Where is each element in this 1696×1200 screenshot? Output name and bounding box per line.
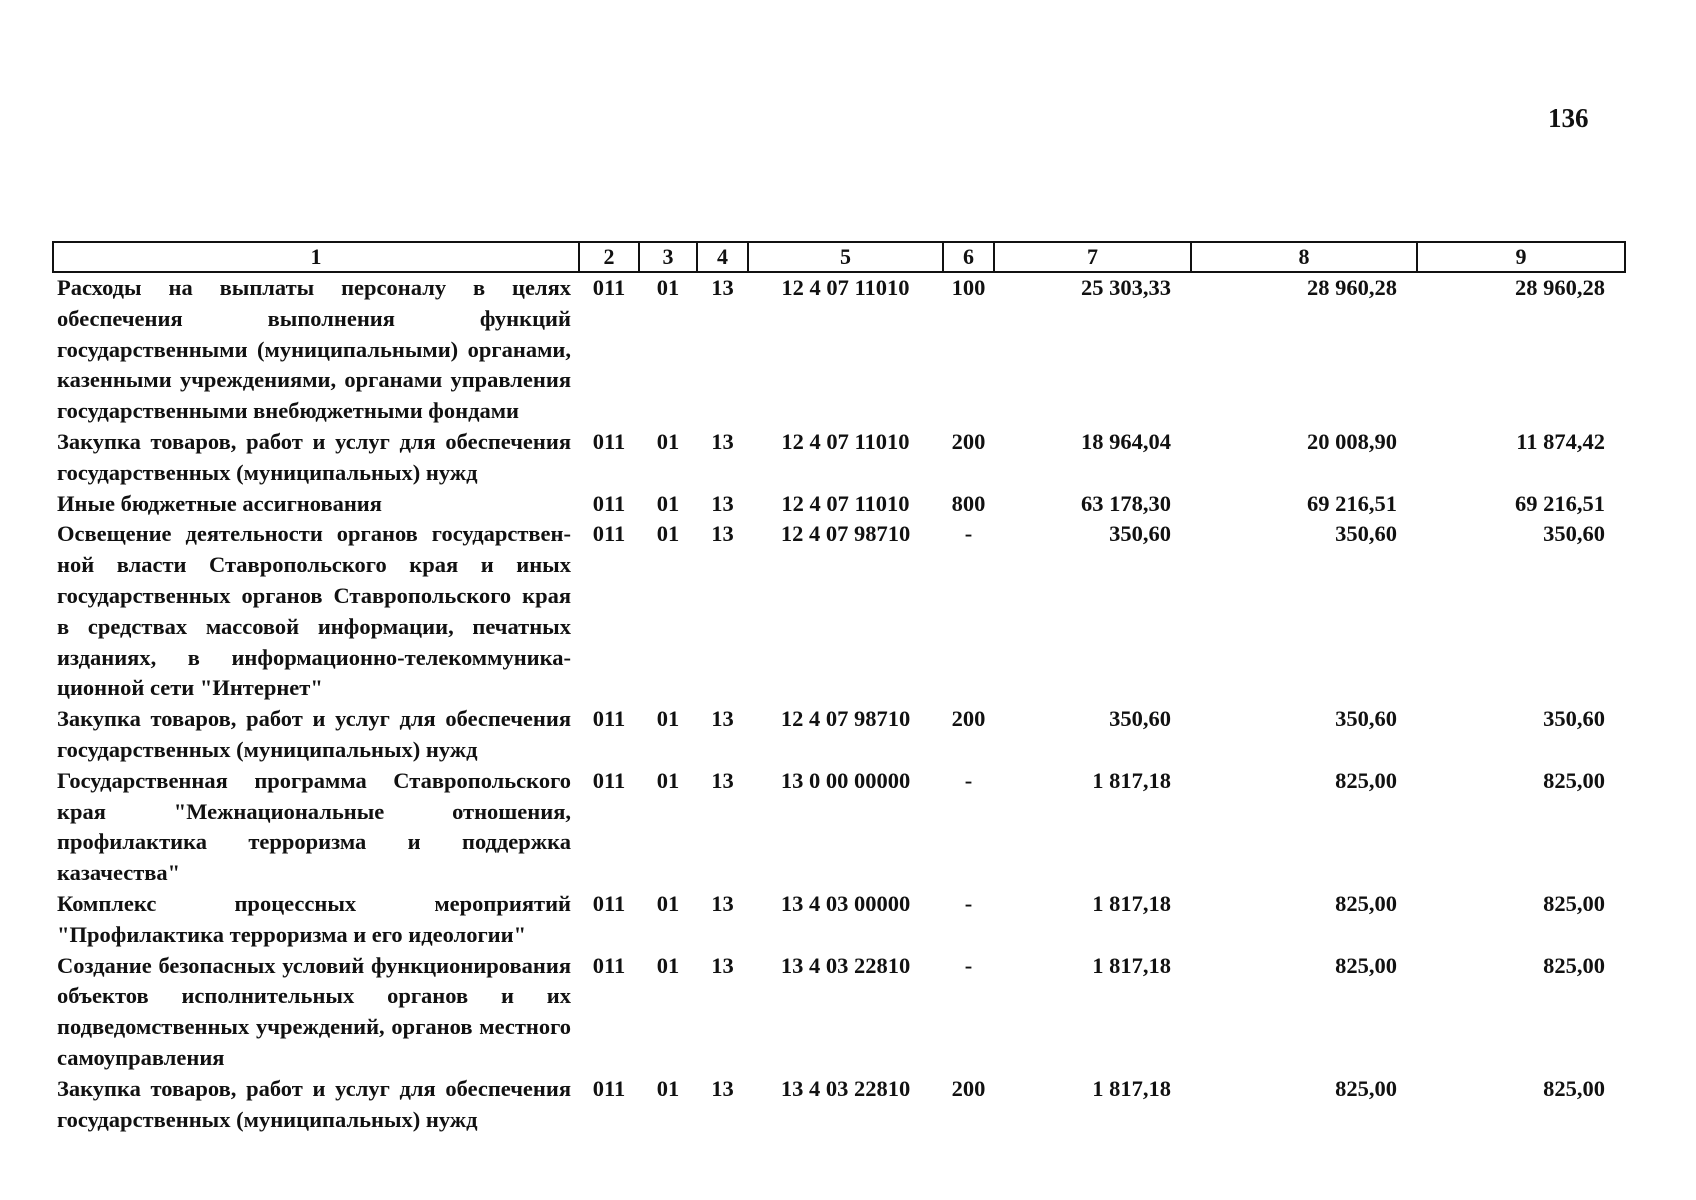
table-row [53, 489, 1625, 520]
row-name: Комплекс процессных мероприятий "Профилактика терроризма и его идеологии" [57, 890, 571, 947]
cell-col-2: 011 [592, 275, 626, 300]
cell-col-5: 13 0 00 00000 [780, 767, 911, 793]
column-header: 1 [53, 242, 579, 272]
cell-col-8: 28 960,28 [1307, 275, 1397, 300]
cell-col-2: 011 [592, 706, 626, 732]
cell-col-9: 28 960,28 [1515, 275, 1605, 300]
cell-col-6: - [964, 521, 973, 547]
cell-col-7: 1 817,18 [1092, 952, 1171, 978]
row-name: Создание безопасных условий функционирования объектов исполнительных органов и их подведомственных учреждений, органов местного самоуправления [57, 952, 571, 1070]
page-number: 136 [1548, 103, 1589, 133]
row-name: Закупка товаров, работ и услуг для обеспечения государственных (муниципальных) нужд [57, 428, 571, 485]
cell-col-9: 825,00 [1543, 890, 1605, 916]
cell-col-3: 01 [656, 767, 680, 793]
cell-col-2: 011 [592, 890, 626, 916]
cell-col-6: 200 [951, 1075, 986, 1101]
table-row [53, 1074, 1625, 1136]
cell-col-8: 350,60 [1335, 706, 1397, 732]
cell-col-9: 11 874,42 [1516, 428, 1605, 454]
cell-col-3: 01 [656, 952, 680, 978]
cell-col-6: 100 [951, 275, 986, 300]
table-row [53, 951, 1625, 1074]
cell-col-7: 1 817,18 [1092, 1075, 1171, 1101]
table-row [53, 427, 1625, 489]
column-header: 9 [1417, 242, 1625, 272]
cell-col-4: 13 [711, 767, 734, 793]
table-row [53, 704, 1625, 766]
cell-col-4: 13 [711, 952, 734, 978]
table-row [53, 272, 1625, 427]
column-header: 5 [748, 242, 943, 272]
cell-col-9: 825,00 [1543, 952, 1605, 978]
cell-col-7: 1 817,18 [1092, 890, 1171, 916]
cell-col-8: 825,00 [1335, 1075, 1397, 1101]
cell-col-7: 350,60 [1109, 521, 1171, 547]
row-name: Государственная программа Ставропольского края "Межнациональные отношения, профилактика терроризма и поддержка казачества" [57, 767, 571, 886]
cell-col-8: 825,00 [1335, 767, 1397, 793]
cell-col-8: 20 008,90 [1307, 428, 1397, 454]
cell-col-7: 25 303,33 [1081, 275, 1171, 300]
cell-col-3: 01 [656, 490, 680, 516]
cell-col-2: 011 [592, 952, 626, 978]
cell-col-4: 13 [711, 428, 734, 454]
cell-col-6: 800 [951, 490, 986, 516]
cell-col-2: 011 [592, 1075, 626, 1101]
cell-col-5: 12 4 07 98710 [780, 521, 911, 547]
cell-col-7: 1 817,18 [1092, 767, 1171, 793]
cell-col-8: 825,00 [1335, 952, 1397, 978]
column-header: 6 [943, 242, 994, 272]
cell-col-6: 200 [951, 428, 986, 454]
cell-col-7: 18 964,04 [1081, 428, 1171, 454]
cell-col-9: 825,00 [1543, 767, 1605, 793]
column-header: 3 [639, 242, 697, 272]
cell-col-3: 01 [656, 706, 680, 732]
row-name: Расходы на выплаты персоналу в целях обеспечения выполнения функций государственными (муниципальными) органами, казенными учреждениями, органами управления государственными внебюджетными фондами [57, 275, 571, 424]
cell-col-4: 13 [711, 1075, 734, 1101]
cell-col-3: 01 [656, 1075, 680, 1101]
cell-col-3: 01 [656, 275, 680, 300]
cell-col-5: 12 4 07 11010 [781, 428, 910, 454]
header-row [53, 242, 1625, 272]
cell-col-9: 69 216,51 [1515, 490, 1605, 516]
cell-col-6: - [964, 767, 973, 793]
cell-col-4: 13 [711, 706, 734, 732]
row-name: Закупка товаров, работ и услуг для обеспечения государственных (муниципальных) нужд [57, 706, 571, 762]
cell-col-8: 350,60 [1335, 521, 1397, 547]
table-row [53, 889, 1625, 951]
cell-col-6: 200 [951, 706, 986, 732]
cell-col-4: 13 [711, 521, 734, 547]
cell-col-5: 12 4 07 11010 [781, 275, 910, 300]
cell-col-2: 011 [592, 767, 626, 793]
cell-col-2: 011 [592, 428, 626, 454]
column-header: 7 [994, 242, 1191, 272]
column-header: 2 [579, 242, 639, 272]
cell-col-5: 13 4 03 00000 [780, 890, 911, 916]
cell-col-5: 12 4 07 11010 [781, 490, 910, 516]
cell-col-9: 350,60 [1543, 706, 1605, 732]
cell-col-8: 69 216,51 [1307, 490, 1397, 516]
cell-col-2: 011 [592, 490, 626, 516]
cell-col-3: 01 [656, 890, 680, 916]
cell-col-3: 01 [656, 428, 680, 454]
table-row [53, 519, 1625, 704]
cell-col-4: 13 [711, 890, 734, 916]
cell-col-2: 011 [592, 521, 626, 547]
cell-col-6: - [964, 952, 973, 978]
column-header: 8 [1191, 242, 1417, 272]
cell-col-5: 12 4 07 98710 [780, 706, 911, 732]
cell-col-3: 01 [656, 521, 680, 547]
cell-col-7: 63 178,30 [1081, 490, 1171, 516]
cell-col-9: 825,00 [1543, 1075, 1605, 1101]
cell-col-5: 13 4 03 22810 [780, 952, 911, 978]
column-header: 4 [697, 242, 748, 272]
budget-table [52, 241, 1626, 1135]
cell-col-6: - [964, 890, 973, 916]
table-row [53, 766, 1625, 889]
row-name: Освещение деятельности органов государственной власти Ставропольского края и иных государственных органов Ставропольского края в средствах массовой информации, печатных изданиях, в информационно-телекоммуникационной сети "Интернет" [57, 521, 571, 701]
cell-col-4: 13 [711, 490, 734, 516]
cell-col-9: 350,60 [1543, 521, 1605, 547]
cell-col-4: 13 [711, 275, 734, 300]
row-name: Закупка товаров, работ и услуг для обеспечения государственных (муниципальных) нужд [57, 1075, 571, 1132]
cell-col-7: 350,60 [1109, 706, 1171, 732]
cell-col-8: 825,00 [1335, 890, 1397, 916]
row-name: Иные бюджетные ассигнования [57, 490, 382, 516]
cell-col-5: 13 4 03 22810 [780, 1075, 911, 1101]
